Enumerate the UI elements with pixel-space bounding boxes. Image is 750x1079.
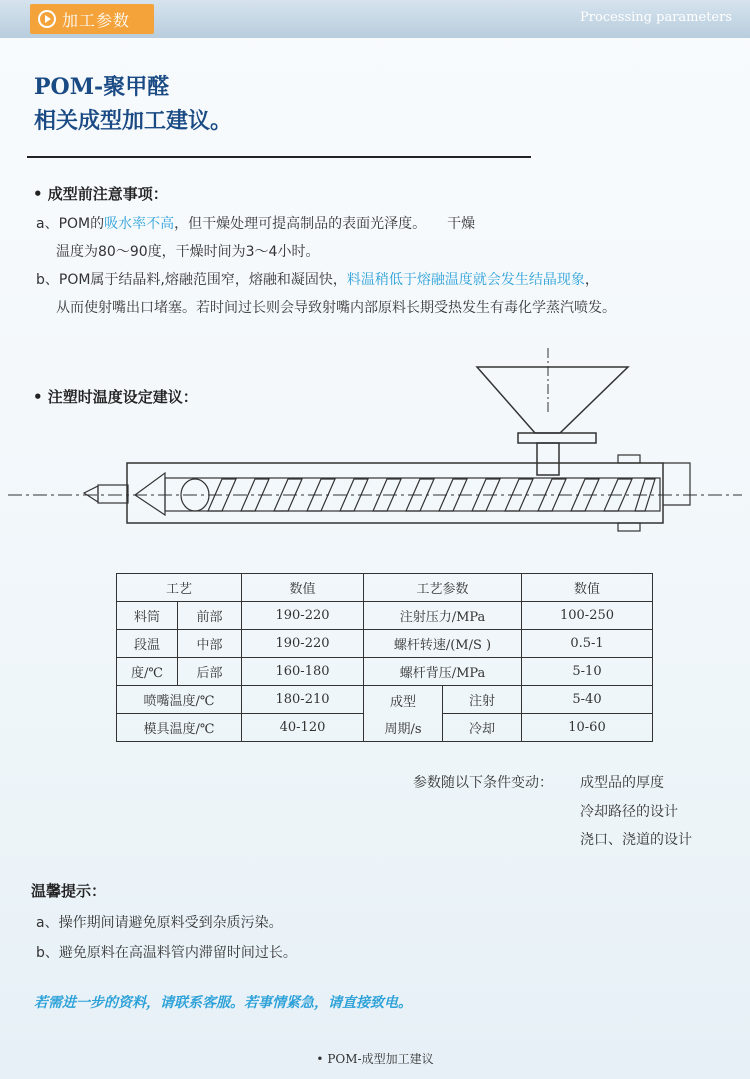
title-line-1: POM-聚甲醛 (34, 74, 170, 100)
inject-value: 5-40 (522, 686, 653, 714)
param-value-cell: 0.5-1 (522, 630, 653, 658)
nozzle-label: 喷嘴温度/℃ (117, 686, 242, 714)
param-value-cell: 5-10 (522, 658, 653, 686)
tips-heading: 温馨提示： (31, 882, 107, 900)
section1-heading: • 成型前注意事项： (33, 185, 168, 203)
header-english-label: Processing parameters (580, 10, 732, 25)
vary-label: 参数随以下条件变动： (413, 775, 553, 791)
tip-item: b、避免原料在高温料管内滞留时间过长。 (36, 945, 297, 961)
table-header-row (117, 574, 653, 602)
mold-label: 模具温度/℃ (117, 714, 242, 742)
table-row (117, 686, 653, 714)
mold-value: 40-120 (242, 714, 364, 742)
cycle-label-1: 成型 (389, 694, 416, 710)
note-b-prefix: b、POM属于结晶料,熔融范围窄，熔融和凝固快， (36, 272, 347, 288)
page-title (34, 70, 232, 138)
table-row (117, 602, 653, 630)
cool-label: 冷却 (443, 714, 522, 742)
zone-cell: 后部 (178, 658, 242, 686)
value-cell: 190-220 (242, 602, 364, 630)
param-cell: 螺杆背压/MPa (364, 658, 522, 686)
header-process: 工艺 (117, 574, 242, 602)
note-a-suffix: ，但干燥处理可提高制品的表面光泽度。 干燥 (174, 216, 476, 232)
injection-screw-diagram (0, 345, 750, 545)
vary-item: 冷却路径的设计 (580, 804, 678, 820)
header-value: 数值 (242, 574, 364, 602)
page-footer: • POM-成型加工建议 (316, 1052, 434, 1066)
barrel-label-2: 段温 (117, 630, 178, 658)
cycle-label (364, 686, 443, 742)
table-row (117, 630, 653, 658)
section-tab (30, 4, 154, 34)
barrel-label-1: 料筒 (117, 602, 178, 630)
header-param: 工艺参数 (364, 574, 522, 602)
note-b-highlight: 料温稍低于熔融温度就会发生结晶现象 (346, 272, 585, 288)
value-cell: 160-180 (242, 658, 364, 686)
play-circle-icon (38, 10, 56, 28)
param-cell: 注射压力/MPa (364, 602, 522, 630)
tip-item: a、操作期间请避免原料受到杂质污染。 (36, 915, 283, 931)
cool-value: 10-60 (522, 714, 653, 742)
param-value-cell: 100-250 (522, 602, 653, 630)
note-a-line2: 温度为80～90度，干燥时间为3～4小时。 (56, 244, 320, 260)
value-cell: 190-220 (242, 630, 364, 658)
cycle-label-2: 周期/s (384, 721, 422, 737)
title-divider (27, 156, 531, 158)
header-bar (0, 0, 750, 38)
note-b-suffix: ， (584, 272, 599, 288)
param-cell: 螺杆转速/(M/S ) (364, 630, 522, 658)
section-tab-label: 加工参数 (62, 10, 131, 30)
note-a-line1 (36, 213, 475, 233)
inject-label: 注射 (443, 686, 522, 714)
barrel-label-3: 度/℃ (117, 658, 178, 686)
note-b-line2: 从而使射嘴出口堵塞。若时间过长则会导致射嘴内部原料长期受热发生有毒化学蒸汽喷发。 (56, 300, 616, 316)
process-parameter-table (116, 573, 653, 742)
vary-item: 浇口、浇道的设计 (580, 832, 692, 848)
note-a-highlight: 吸水率不高 (104, 216, 175, 232)
header-param-value: 数值 (522, 574, 653, 602)
title-line-2: 相关成型加工建议。 (34, 108, 233, 134)
note-a-prefix: a、POM的 (36, 216, 105, 232)
contact-note: 若需进一步的资料，请联系客服。若事情紧急，请直接致电。 (34, 995, 412, 1011)
section2-heading: • 注塑时温度设定建议： (33, 388, 198, 406)
vary-item: 成型品的厚度 (580, 775, 664, 791)
nozzle-value: 180-210 (242, 686, 364, 714)
zone-cell: 中部 (178, 630, 242, 658)
table-row (117, 658, 653, 686)
note-b-line1 (36, 269, 599, 289)
zone-cell: 前部 (178, 602, 242, 630)
